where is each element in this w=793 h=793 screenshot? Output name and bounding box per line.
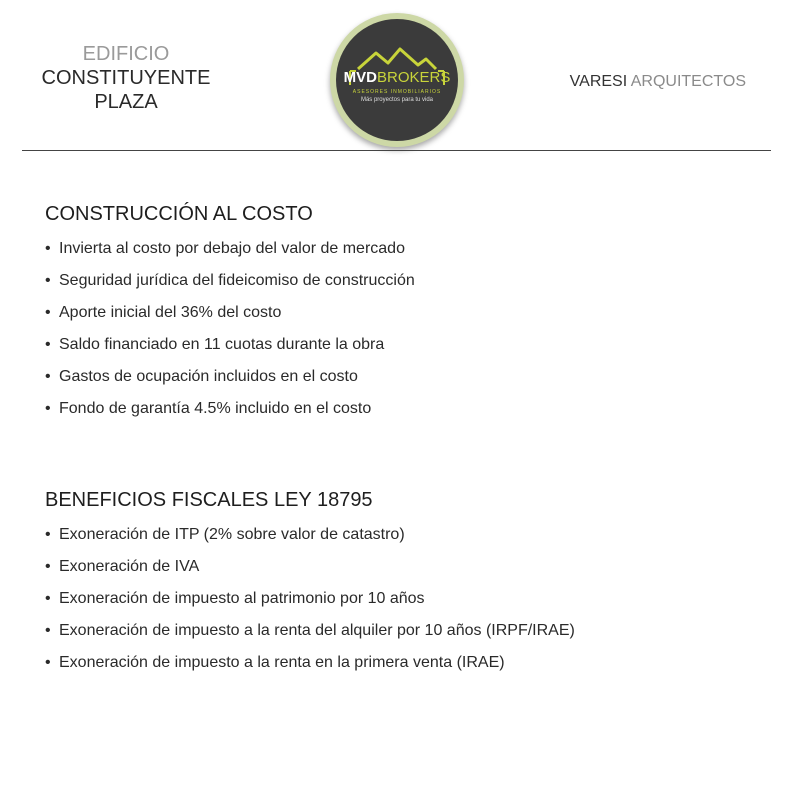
- list-item: [45, 583, 765, 615]
- logo-circle: [336, 19, 458, 141]
- title-line-3: PLAZA: [94, 91, 158, 113]
- list-item: [45, 393, 765, 425]
- list-item: [45, 297, 765, 329]
- bullet-icon: •: [45, 368, 51, 385]
- list-item: [45, 647, 765, 679]
- section-construccion: [45, 201, 765, 425]
- list-item-text: Seguridad jurídica del fideicomiso de construcción: [59, 272, 415, 289]
- list-item: [45, 361, 765, 393]
- list-item: [45, 329, 765, 361]
- bullet-icon: •: [45, 304, 51, 321]
- title-line-1: EDIFICIO: [82, 43, 170, 65]
- list-item-text: Exoneración de impuesto al patrimonio por 10 años: [59, 590, 425, 607]
- list-item-text: Aporte inicial del 36% del costo: [59, 304, 282, 321]
- architect-name: VARESI: [569, 73, 628, 90]
- bullet-icon: •: [45, 400, 51, 417]
- list-item-text: Exoneración de impuesto a la renta en la primera venta (IRAE): [59, 654, 505, 671]
- bullet-icon: •: [45, 622, 51, 639]
- header-divider: [22, 150, 771, 151]
- list-item-text: Exoneración de IVA: [59, 558, 200, 575]
- logo-subtitle: ASESORES INMOBILIARIOS: [352, 89, 442, 95]
- logo-brand-mvd: MVD: [343, 69, 377, 86]
- mvdbrokers-logo: [330, 13, 464, 147]
- logo-brand-brokers: BROKERS: [376, 69, 451, 86]
- list-item: [45, 519, 765, 551]
- list-item-text: Exoneración de ITP (2% sobre valor de catastro): [59, 526, 405, 543]
- list-item: [45, 265, 765, 297]
- title-line-2: CONSTITUYENTE: [41, 67, 211, 89]
- architect-role: ARQUITECTOS: [630, 73, 746, 90]
- bullet-icon: •: [45, 526, 51, 543]
- bullet-icon: •: [45, 590, 51, 607]
- list-item-text: Saldo financiado en 11 cuotas durante la obra: [59, 336, 385, 353]
- section-beneficios: [45, 487, 765, 679]
- section-heading: CONSTRUCCIÓN AL COSTO: [45, 203, 313, 225]
- list-item-text: Exoneración de impuesto a la renta del alquiler por 10 años (IRPF/IRAE): [59, 622, 575, 639]
- list-item-text: Fondo de garantía 4.5% incluido en el costo: [59, 400, 372, 417]
- bullet-icon: •: [45, 654, 51, 671]
- page-header: [0, 0, 793, 152]
- section-heading: BENEFICIOS FISCALES LEY 18795: [45, 489, 373, 511]
- bullet-icon: •: [45, 558, 51, 575]
- list-item-text: Gastos de ocupación incluidos en el costo: [59, 368, 358, 385]
- architect-credit: [570, 73, 746, 91]
- bullet-list: [45, 233, 765, 425]
- list-item: [45, 551, 765, 583]
- list-item: [45, 233, 765, 265]
- bullet-icon: •: [45, 272, 51, 289]
- logo-brand: [336, 69, 458, 86]
- bullet-icon: •: [45, 336, 51, 353]
- list-item: [45, 615, 765, 647]
- bullet-list: [45, 519, 765, 679]
- logo-tagline: Más proyectos para tu vida: [360, 97, 434, 103]
- bullet-icon: •: [45, 240, 51, 257]
- building-title: [28, 42, 224, 114]
- list-item-text: Invierta al costo por debajo del valor de mercado: [59, 240, 405, 257]
